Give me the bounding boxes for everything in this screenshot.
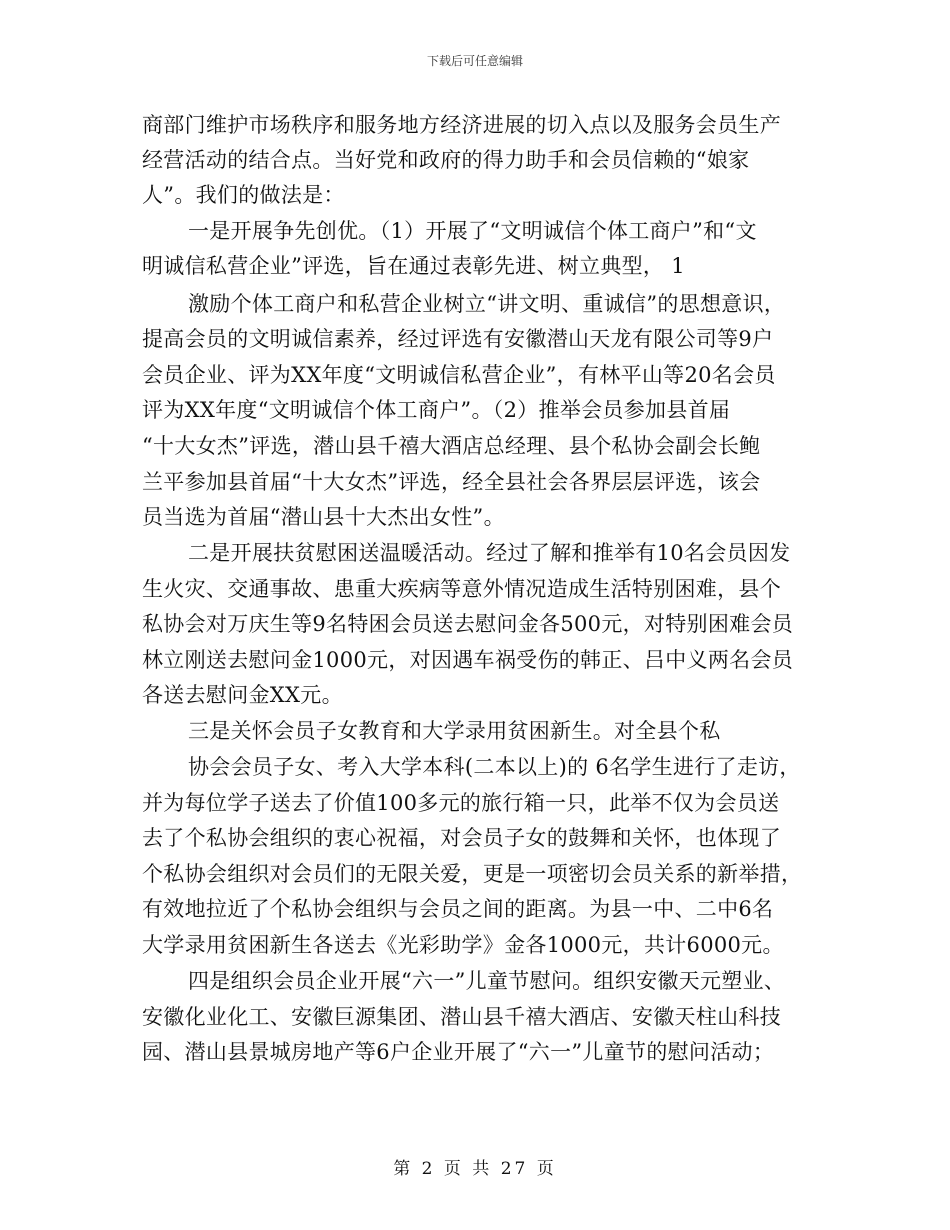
text-line: 生火灾、交通事故、患重大疾病等意外情况造成生活特别困难，县个	[142, 577, 781, 601]
text-line: 安徽化业化工、安徽巨源集团、潜山县千禧大酒店、安徽天柱山科技	[142, 1005, 781, 1029]
text-line: 员当选为首届“潜山县十大杰出女性”。	[142, 505, 505, 529]
text-line: 提高会员的文明诚信素养，经过评选有安徽潜山天龙有限公司等9户	[142, 327, 774, 351]
text-line: 大学录用贫困新生各送去《光彩助学》金各1000元，共计6000元。	[142, 933, 784, 957]
text-line: 林立刚送去慰问金1000元，对因遇车祸受伤的韩正、吕中义两名会员	[142, 648, 794, 672]
text-line: 私协会对万庆生等9名特困会员送去慰问金各500元，对特别困难会员	[142, 612, 794, 636]
text-line: 经营活动的结合点。当好党和政府的得力助手和会员信赖的“娘家	[142, 148, 750, 172]
text-line: 二是开展扶贫慰困送温暖活动。经过了解和推举有10名会员因发	[188, 541, 791, 565]
text-line: 兰平参加县首届“十大女杰”评选，经全县社会各界层层评选，该会	[142, 470, 761, 494]
page-header: 下载后可任意编辑	[426, 54, 523, 68]
text-line: 个私协会组织对会员们的无限关爱，更是一项密切会员关系的新举措，	[142, 862, 803, 886]
text-line: 明诚信私营企业”评选，旨在通过表彰先进、树立典型， 1	[142, 254, 685, 278]
text-line: 四是组织会员企业开展“六一”儿童节慰问。组织安徽天元塑业、	[188, 969, 786, 993]
text-line: 园、潜山县景城房地产等6户企业开展了“六一”儿童节的慰问活动；	[142, 1040, 775, 1064]
text-line: 协会会员子女、考入大学本科(二本以上)的 6名学生进行了走访，	[188, 755, 801, 779]
text-line: 评为XX年度“文明诚信个体工商户”。（2）推举会员参加县首届	[142, 398, 731, 422]
text-line: 各送去慰问金XX元。	[142, 683, 343, 707]
text-line: 有效地拉近了个私协会组织与会员之间的距离。为县一中、二中6名	[142, 897, 774, 921]
text-line: “十大女杰”评选，潜山县千禧大酒店总经理、县个私协会副会长鲍	[142, 434, 761, 458]
text-line: 并为每位学子送去了价值100多元的旅行箱一只，此举不仅为会员送	[142, 791, 780, 815]
text-line: 激励个体工商户和私营企业树立“讲文明、重诚信”的思想意识，	[188, 292, 786, 316]
text-line: 去了个私协会组织的衷心祝福，对会员子女的鼓舞和关怀，也体现了	[142, 826, 781, 850]
text-line: 商部门维护市场秩序和服务地方经济进展的切入点以及服务会员生产	[142, 113, 781, 137]
text-line: 一是开展争先创优。（1）开展了“文明诚信个体工商户”和“文	[188, 219, 757, 243]
text-line: 人”。我们的做法是：	[142, 183, 345, 207]
text-line: 三是关怀会员子女教育和大学录用贫困新生。对全县个私	[188, 719, 721, 743]
text-line: 会员企业、评为XX年度“文明诚信私营企业”，有林平山等20名会员	[142, 363, 776, 387]
page-footer: 第 2 页 共 27 页	[393, 1159, 557, 1179]
